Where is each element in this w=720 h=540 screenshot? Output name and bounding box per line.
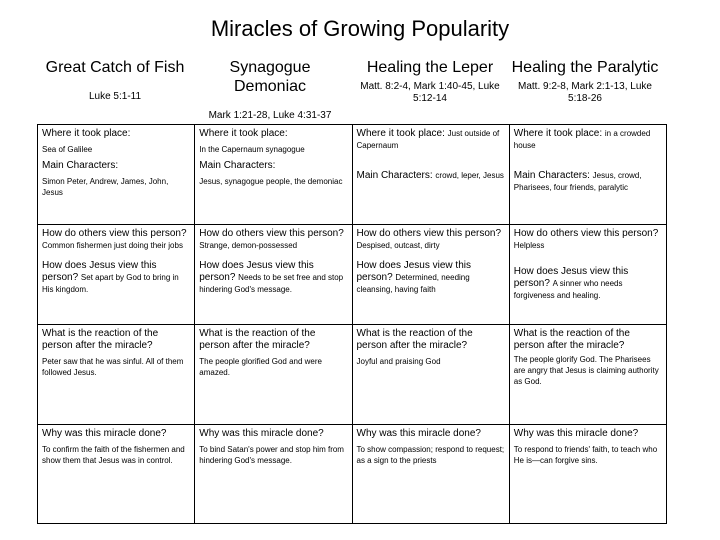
question-place: Where it took place: <box>199 128 288 139</box>
question-reaction: What is the reaction of the person after the miracle? <box>356 328 473 351</box>
question-place: Where it took place: <box>42 128 131 139</box>
question-reaction: What is the reaction of the person after the miracle? <box>199 328 316 351</box>
table-cell <box>38 325 195 425</box>
table-cell <box>509 425 666 524</box>
answer-purpose: To confirm the faith of the fishermen and show them that Jesus was in control. <box>42 445 185 465</box>
scripture-reference: Matt. 9:2-8, Mark 2:1-13, Luke 5:18-26 <box>518 81 652 104</box>
answer-others-view: Helpless <box>513 241 545 250</box>
question-label: How does Jesus view this person? <box>42 260 157 283</box>
question-place <box>514 128 662 152</box>
question-place <box>357 128 505 152</box>
answer-reaction: The people glorified God and were amazed. <box>199 357 322 377</box>
question-others-view <box>514 228 662 252</box>
scripture-reference: Matt. 8:2-4, Mark 1:40-45, Luke 5:12-14 <box>360 81 500 104</box>
scripture-reference: Luke 5:1-11 <box>88 91 142 102</box>
table-cell <box>352 125 509 225</box>
column-title: Great Catch of Fish <box>45 59 185 76</box>
question-others-view <box>199 228 347 252</box>
table-cell <box>352 225 509 325</box>
question-jesus-view <box>514 266 662 302</box>
answer-reaction: Peter saw that he was sinful. All of them followed Jesus. <box>42 357 184 377</box>
question-jesus-view <box>357 260 505 296</box>
question-label: How do others view this person? <box>356 228 502 239</box>
question-purpose: Why was this miracle done? <box>356 428 481 439</box>
answer-jesus-view: Determined, needing cleansing, having faith <box>356 273 470 294</box>
question-characters: Main Characters: <box>42 160 119 171</box>
question-others-view <box>357 228 505 252</box>
question-reaction: What is the reaction of the person after the miracle? <box>42 328 159 351</box>
miracles-table <box>37 124 667 524</box>
answer-place: Sea of Galilee <box>42 145 93 154</box>
column-header-synagogue-demoniac <box>192 58 348 122</box>
table-cell <box>509 225 666 325</box>
table-row-purpose <box>38 425 667 524</box>
table-cell <box>195 325 352 425</box>
question-purpose: Why was this miracle done? <box>199 428 324 439</box>
question-label: Main Characters: <box>513 170 590 181</box>
table-cell <box>352 325 509 425</box>
table-cell <box>195 225 352 325</box>
question-characters <box>357 170 505 182</box>
question-jesus-view <box>199 260 347 296</box>
table-row-place-characters <box>38 125 667 225</box>
column-header-healing-paralytic <box>507 58 663 105</box>
question-label: Main Characters: <box>356 170 433 181</box>
column-title: Healing the Paralytic <box>511 59 659 76</box>
answer-characters: Simon Peter, Andrew, James, John, Jesus <box>42 177 169 197</box>
answer-place: Just outside of Capernaum <box>356 129 500 150</box>
question-purpose: Why was this miracle done? <box>42 428 167 439</box>
answer-place: in a crowded house <box>513 129 651 150</box>
answer-purpose: To bind Satan's power and stop him from hindering God's message. <box>199 445 344 465</box>
answer-characters: Jesus, synagogue people, the demoniac <box>199 177 343 186</box>
answer-jesus-view: Needs to be set free and stop hindering God's message. <box>199 273 344 294</box>
answer-others-view: Despised, outcast, dirty <box>356 241 440 250</box>
table-cell <box>195 425 352 524</box>
table-cell <box>509 125 666 225</box>
question-label: How do others view this person? <box>199 228 344 239</box>
answer-characters: Jesus, crowd, Pharisees, four friends, paralytic <box>513 171 642 192</box>
table-cell <box>38 425 195 524</box>
question-jesus-view <box>42 260 190 296</box>
question-purpose: Why was this miracle done? <box>513 428 639 439</box>
answer-reaction: Joyful and praising God <box>356 357 441 366</box>
answer-others-view: Strange, demon-possessed <box>199 241 298 250</box>
question-label: How do others view this person? <box>42 228 187 239</box>
column-title: Synagogue Demoniac <box>229 59 311 95</box>
question-characters <box>514 170 662 194</box>
column-title: Healing the Leper <box>366 59 494 76</box>
question-reaction: What is the reaction of the person after the miracle? <box>513 328 630 351</box>
answer-jesus-view: A sinner who needs forgiveness and healing. <box>513 279 623 300</box>
question-others-view <box>42 228 190 252</box>
answer-place: In the Capernaum synagogue <box>199 145 305 154</box>
table-cell <box>195 125 352 225</box>
question-label: How does Jesus view this person? <box>199 260 314 283</box>
question-label: How do others view this person? <box>513 228 659 239</box>
question-label: How does Jesus view this person? <box>513 266 629 289</box>
question-label: Where it took place: <box>513 128 603 139</box>
scripture-reference: Mark 1:21-28, Luke 4:31-37 <box>208 110 332 121</box>
column-header-healing-leper <box>352 58 508 105</box>
question-label: Where it took place: <box>356 128 445 139</box>
answer-purpose: To show compassion; respond to request; as a sign to the priests <box>356 445 505 465</box>
page-title: Miracles of Growing Popularity <box>210 16 510 41</box>
answer-jesus-view: Set apart by God to bring in His kingdom. <box>42 273 179 294</box>
question-label: How does Jesus view this person? <box>356 260 471 283</box>
answer-purpose: To respond to friends' faith, to teach who He is—can forgive sins. <box>513 445 658 465</box>
table-cell <box>38 225 195 325</box>
answer-characters: crowd, leper, Jesus <box>435 171 504 180</box>
table-cell <box>352 425 509 524</box>
column-header-great-catch <box>37 58 193 103</box>
table-cell <box>38 125 195 225</box>
table-row-views <box>38 225 667 325</box>
answer-others-view: Common fishermen just doing their jobs <box>42 241 183 250</box>
table-row-reaction <box>38 325 667 425</box>
answer-reaction: The people glorify God. The Pharisees are angry that Jesus is claiming authority as God. <box>513 355 659 386</box>
table-cell <box>509 325 666 425</box>
question-characters: Main Characters: <box>199 160 276 171</box>
